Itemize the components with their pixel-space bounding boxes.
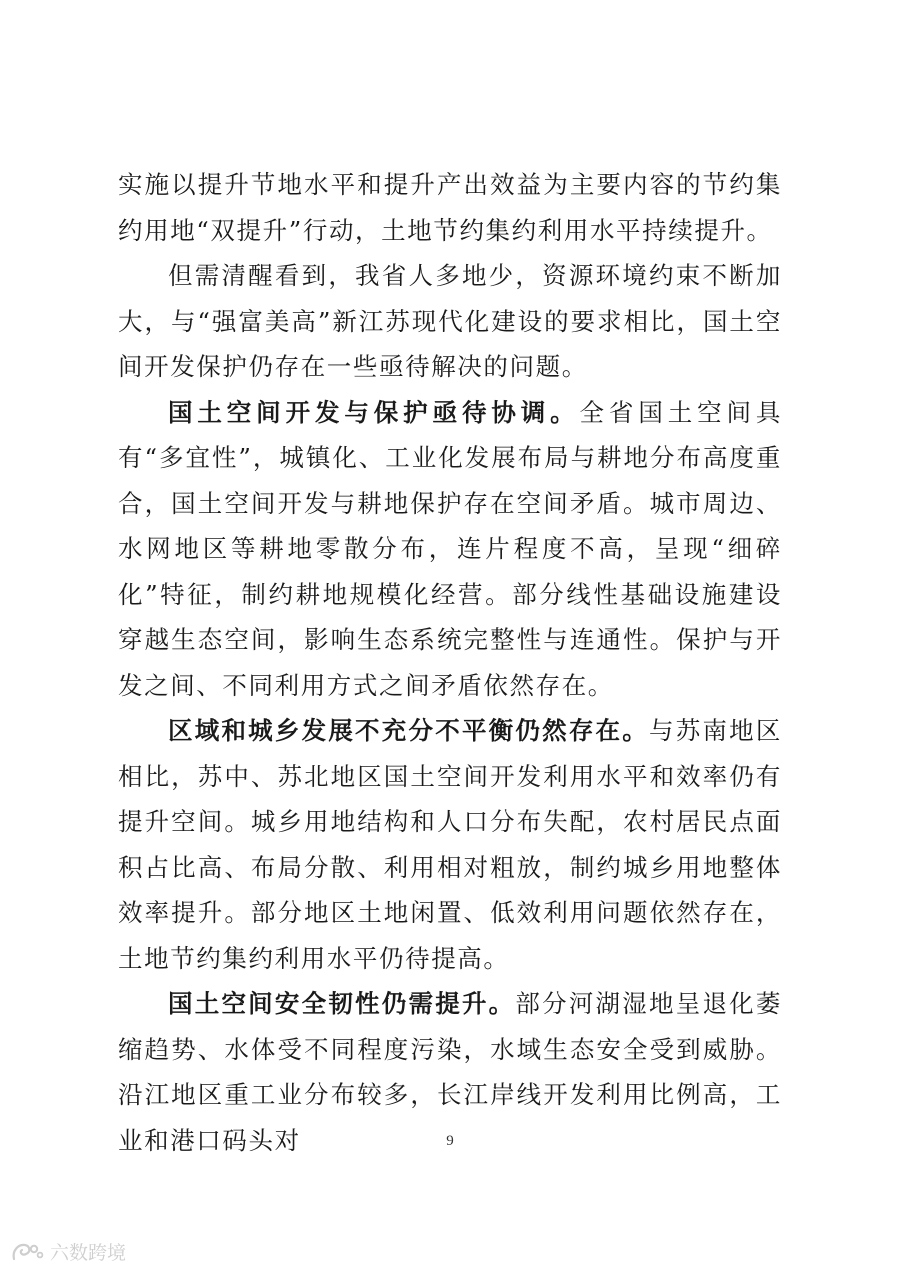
paragraph-4 <box>118 708 782 981</box>
paragraph-text: 但需清醒看到，我省人多地少，资源环境约束不断加大，与“强富美高”新江苏现代化建设的要求相比，国土空间开发保护仍存在一些亟待解决的问题。 <box>118 261 782 381</box>
document-body <box>118 162 782 1163</box>
paragraph-1 <box>118 162 782 253</box>
paragraph-text: 与苏南地区相比，苏中、苏北地区国土空间开发利用水平和效率仍有提升空间。城乡用地结构和人口分布失配，农村居民点面积占比高、布局分散、利用相对粗放，制约城乡用地整体效率提升。部分地区土地闲置、低效利用问题依然存在，土地节约集约利用水平仍待提高。 <box>118 716 782 973</box>
page-number: 9 <box>446 1133 454 1149</box>
paragraph-lead: 国土空间安全韧性仍需提升。 <box>168 989 516 1018</box>
paragraph-3 <box>118 390 782 709</box>
watermark-text: 六数跨境 <box>50 1242 127 1264</box>
watermark <box>10 1238 126 1265</box>
brand-logo-icon <box>10 1241 44 1263</box>
paragraph-lead: 国土空间开发与保护亟待协调。 <box>168 397 580 427</box>
paragraph-lead: 区域和城乡发展不充分不平衡仍然存在。 <box>168 716 649 745</box>
paragraph-text: 部分河湖湿地呈退化萎缩趋势、水体受不同程度污染，水域生态安全受到威胁。沿江地区重工业分布较多，长江岸线开发利用比例高，工业和港口码头对 <box>118 989 782 1155</box>
paragraph-text: 全省国土空间具有“多宜性”，城镇化、工业化发展布局与耕地分布高度重合，国土空间开发与耕地保护存在空间矛盾。城市周边、水网地区等耕地零散分布，连片程度不高，呈现“细碎化”特征，制约耕地规模化经营。部分线性基础设施建设穿越生态空间，影响生态系统完整性与连通性。保护与开发之间、不同利用方式之间矛盾依然存在。 <box>118 397 782 700</box>
paragraph-text: 实施以提升节地水平和提升产出效益为主要内容的节约集约用地“双提升”行动，土地节约集约利用水平持续提升。 <box>118 170 782 245</box>
paragraph-2 <box>118 253 782 390</box>
